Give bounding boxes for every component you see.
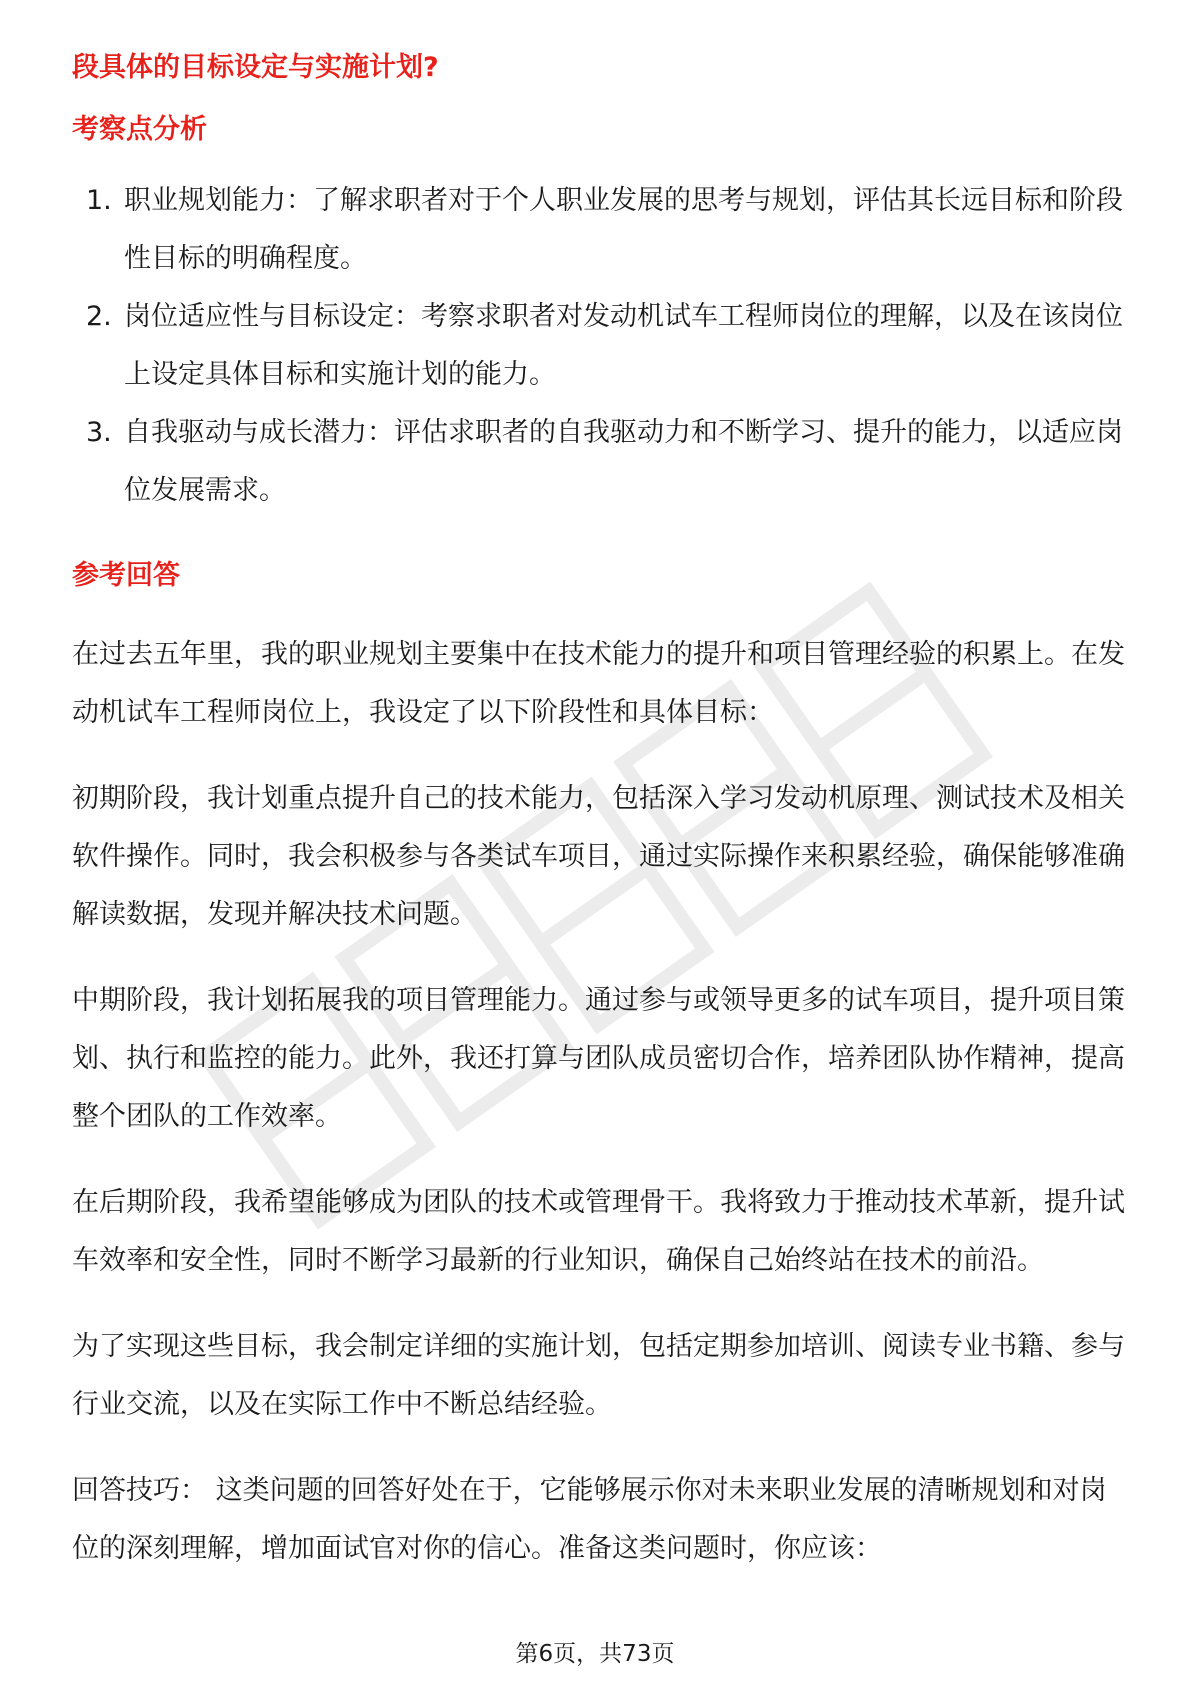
list-item-number: 1.: [86, 185, 112, 216]
list-item-number: 2.: [86, 301, 112, 332]
answer-paragraph: 中期阶段，我计划拓展我的项目管理能力。通过参与或领导更多的试车项目，提升项目策划、执行和监控的能力。此外，我还打算与团队成员密切合作，培养团队协作精神，提高整个团队的工作效率。: [72, 985, 1125, 1132]
list-item: [72, 288, 1132, 404]
answer-paragraph: 为了实现这些目标，我会制定详细的实施计划，包括定期参加培训、阅读专业书籍、参与行业交流，以及在实际工作中不断总结经验。: [72, 1331, 1125, 1420]
answer-heading: 参考回答: [72, 560, 180, 591]
answer-paragraph: 在后期阶段，我希望能够成为团队的技术或管理骨干。我将致力于推动技术革新，提升试车效率和安全性，同时不断学习最新的行业知识，确保自己始终站在技术的前沿。: [72, 1187, 1125, 1276]
list-item: [72, 172, 1132, 288]
continued-question-title: 段具体的目标设定与实施计划?: [72, 52, 439, 83]
page-number-footer: 第6页，共73页: [515, 1641, 675, 1667]
answer-paragraph: 初期阶段，我计划重点提升自己的技术能力，包括深入学习发动机原理、测试技术及相关软件操作。同时，我会积极参与各类试车项目，通过实际操作来积累经验，确保能够准确解读数据，发现并解决技术问题。: [72, 783, 1125, 930]
document-page: [72, 40, 1132, 1578]
list-item: [72, 404, 1132, 520]
answer-tips-paragraph: 回答技巧： 这类问题的回答好处在于，它能够展示你对未来职业发展的清晰规划和对岗位的深刻理解，增加面试官对你的信心。准备这类问题时，你应该：: [72, 1475, 1107, 1564]
list-item-text: 职业规划能力：了解求职者对于个人职业发展的思考与规划，评估其长远目标和阶段性目标的明确程度。: [124, 185, 1123, 274]
answer-paragraph: 在过去五年里，我的职业规划主要集中在技术能力的提升和项目管理经验的积累上。在发动机试车工程师岗位上，我设定了以下阶段性和具体目标：: [72, 639, 1125, 728]
list-item-text: 岗位适应性与目标设定：考察求职者对发动机试车工程师岗位的理解，以及在该岗位上设定具体目标和实施计划的能力。: [124, 301, 1123, 390]
list-item-number: 3.: [86, 417, 112, 448]
analysis-heading: 考察点分析: [72, 114, 207, 145]
list-item-text: 自我驱动与成长潜力：评估求职者的自我驱动力和不断学习、提升的能力，以适应岗位发展需求。: [124, 417, 1123, 506]
analysis-points-list: [72, 172, 1132, 520]
